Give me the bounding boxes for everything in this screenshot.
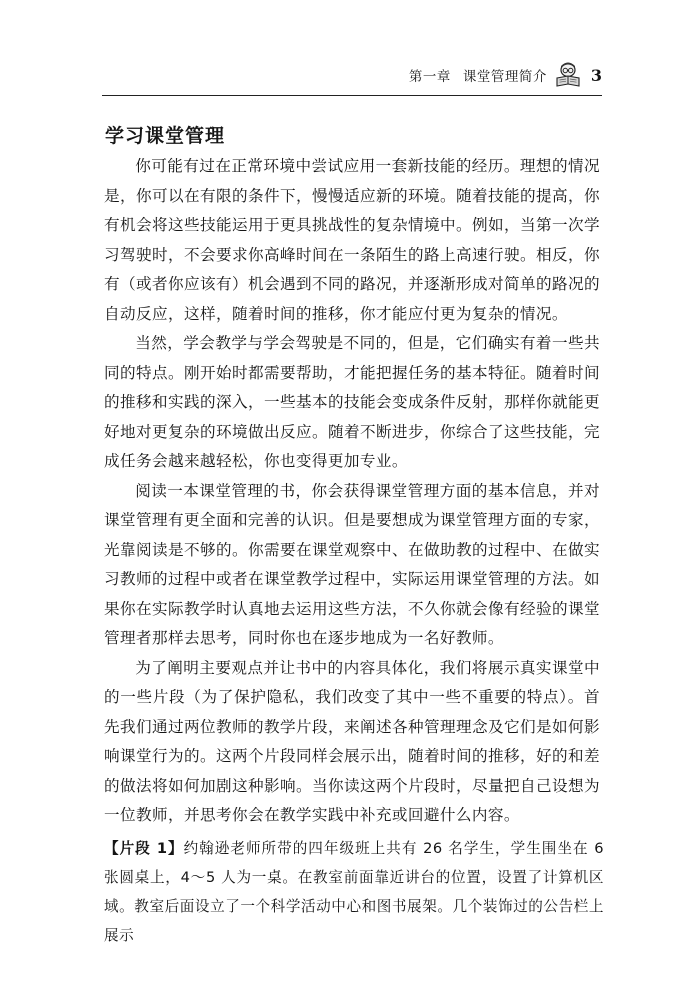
header-divider xyxy=(102,95,602,96)
example-label: 【片段 1】 xyxy=(104,840,184,857)
paragraph: 当然，学会教学与学会驾驶是不同的，但是，它们确实有着一些共同的特点。刚开始时都需要帮助，才能把握任务的基本特征。随着时间的推移和实践的深入，一些基本的技能会变成条件反射，那样你就能更好地对更复杂的环境做出反应。随着不断进步，你综合了这些技能，完成任务会越来越轻松，你也变得更加专业。 xyxy=(104,334,600,470)
example-excerpt xyxy=(104,834,604,950)
example-text: 约翰逊老师所带的四年级班上共有 26 名学生，学生围坐在 6 张圆桌上，4～5 人为一桌。在教室前面靠近讲台的位置，设置了计算机区域。教室后面设立了一个科学活动中心和图书展架。几个装饰过的公告栏上展示 xyxy=(104,840,604,944)
paragraph: 阅读一本课堂管理的书，你会获得课堂管理方面的基本信息，并对课堂管理有更全面和完善的认识。但是要想成为课堂管理方面的专家，光靠阅读是不够的。你需要在课堂观察中、在做助教的过程中、在做实习教师的过程中或者在课堂教学过程中，实际运用课堂管理的方法。如果你在实际教学时认真地去运用这些方法，不久你就会像有经验的课堂管理者那样去思考，同时你也在逐步地成为一名好教师。 xyxy=(104,481,600,647)
section-label: 课堂管理简介 xyxy=(462,69,547,85)
paragraph: 你可能有过在正常环境中尝试应用一套新技能的经历。理想的情况是，你可以在有限的条件下，慢慢适应新的环境。随着技能的提高，你有机会将这些技能运用于更具挑战性的复杂情境中。例如，当第一次学习驾驶时，不会要求你高峰时间在一条陌生的路上高速行驶。相反，你有（或者你应该有）机会遇到不同的路况，并逐渐形成对简单的路况的自动反应，这样，随着时间的推移，你才能应付更为复杂的情况。 xyxy=(104,157,600,323)
paragraph: 为了阐明主要观点并让书中的内容具体化，我们将展示真实课堂中的一些片段（为了保护隐私，我们改变了其中一些不重要的特点）。首先我们通过两位教师的教学片段，来阐述各种管理理念及它们是如何影响课堂行为的。这两个片段同样会展示出，随着时间的推移，好的和差的做法将如何加剧这种影响。当你读这两个片段时，尽量把自己设想为一位教师，并思考你会在教学实践中补充或回避什么内容。 xyxy=(104,658,600,824)
chapter-label: 第一章 xyxy=(408,69,451,85)
reading-student-icon xyxy=(553,62,583,88)
section-title: 学习课堂管理 xyxy=(105,125,226,147)
running-header xyxy=(0,62,602,88)
body-text xyxy=(104,152,600,831)
page-number: 3 xyxy=(590,65,602,85)
